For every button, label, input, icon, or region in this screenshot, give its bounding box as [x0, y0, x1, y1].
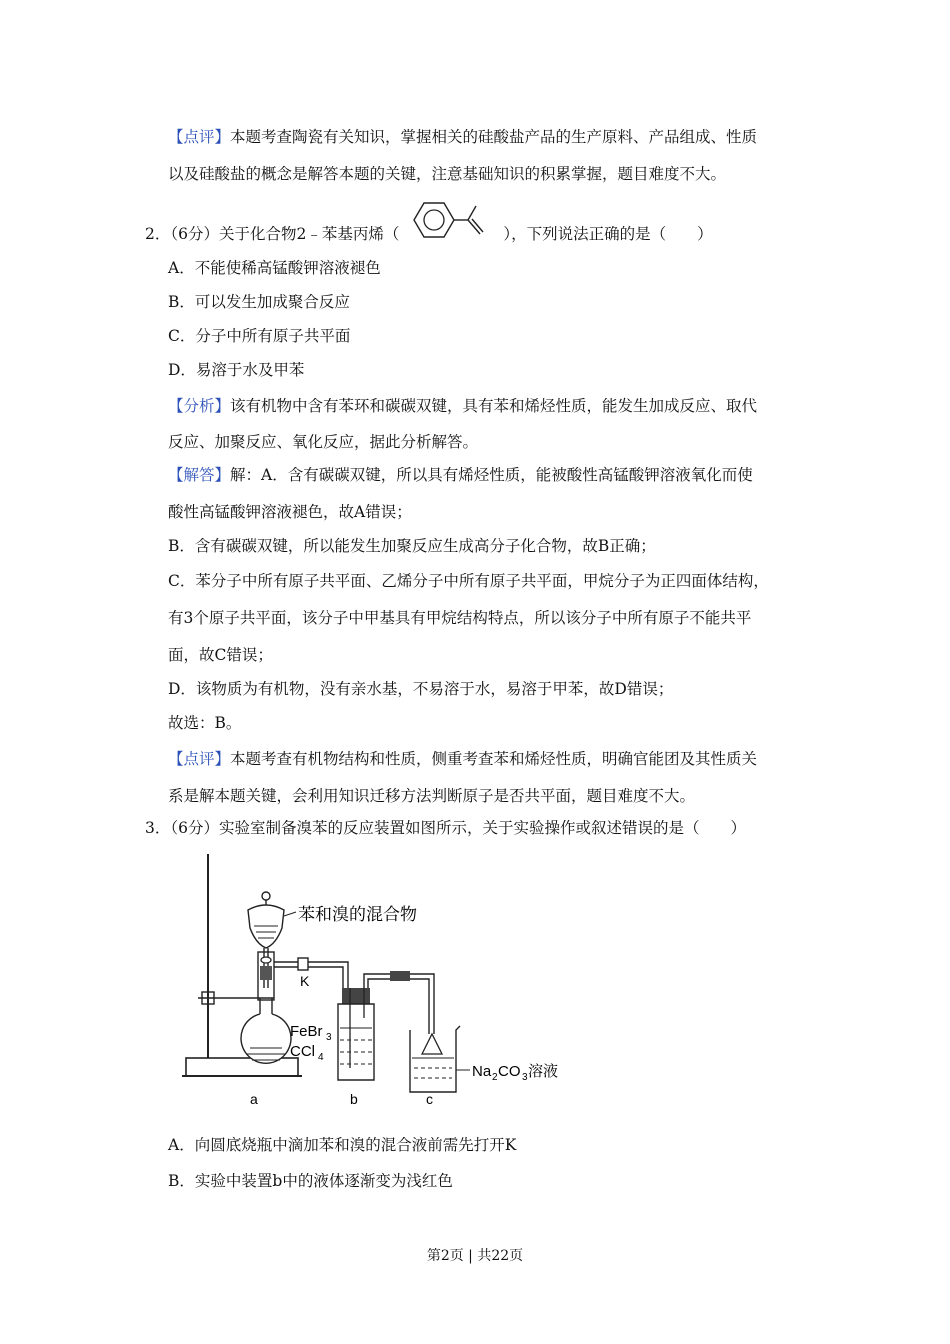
- question-2-option-a: A．不能使稀高锰酸钾溶液褪色: [168, 259, 381, 277]
- funnel-label: 苯和溴的混合物: [298, 905, 417, 924]
- analysis-text: 该有机物中含有苯环和碳碳双键，具有苯和烯烃性质，能发生加成反应、取代: [230, 397, 758, 415]
- question-3-option-b: B．实验中装置b中的液体逐渐变为浅红色: [168, 1172, 453, 1190]
- question-2-option-c: C．分子中所有原子共平面: [168, 327, 351, 345]
- comment-line-2: 以及硅酸盐的概念是解答本题的关键，注意基础知识的积累掌握，题目难度不大。: [168, 165, 727, 183]
- comment-tag: 【点评】: [168, 128, 231, 146]
- analysis-tag: 【分析】: [168, 397, 231, 415]
- answer-line-3: B．含有碳碳双键，所以能发生加聚反应生成高分子化合物，故B正确；: [168, 537, 656, 555]
- page-footer: 第2页 | 共22页: [426, 1248, 524, 1264]
- svg-text:溶液: 溶液: [528, 1063, 559, 1080]
- q2-comment-line-1: [168, 748, 757, 770]
- answer-line-4: C．苯分子中所有原子共平面、乙烯分子中所有原子共平面，甲烷分子为正四面体结构，: [168, 572, 769, 590]
- question-2-stem-before: 2．（6分）关于化合物2﹣苯基丙烯（: [145, 225, 400, 243]
- question-2-stem-after: ），下列说法正确的是（ ）: [503, 225, 713, 243]
- svg-text:CCl: CCl: [290, 1043, 315, 1060]
- svg-text:Na: Na: [472, 1063, 492, 1080]
- svg-text:FeBr: FeBr: [290, 1023, 323, 1040]
- round-bottom-flask-icon: [241, 998, 291, 1063]
- answer-line-8: 故选：B。: [168, 714, 242, 732]
- answer-line-6: 面，故C错误；: [168, 646, 273, 664]
- answer-line-1: [168, 464, 753, 486]
- svg-text:4: 4: [318, 1052, 324, 1063]
- phenylpropene-structure-icon: [402, 198, 502, 242]
- q2-comment-text: 本题考查有机物结构和性质，侧重考查苯和烯烃性质，明确官能团及其性质关: [230, 750, 758, 768]
- q2-comment-line-2: 系是解本题关键，会利用知识迁移方法判断原子是否共平面，题目难度不大。: [168, 787, 696, 805]
- label-a: a: [250, 1091, 258, 1107]
- beaker-c-icon: [410, 1026, 460, 1092]
- stand-base-icon: [186, 1058, 298, 1076]
- question-3-stem: 3．（6分）实验室制备溴苯的反应装置如图所示，关于实验操作或叙述错误的是（ ）: [145, 819, 746, 837]
- svg-text:CO: CO: [498, 1063, 521, 1080]
- answer-line-5: 有3个原子共平面，该分子中甲基具有甲烷结构特点，所以该分子中所有原子不能共平: [168, 609, 752, 627]
- question-3-option-a: A．向圆底烧瓶中滴加苯和溴的混合液前需先打开K: [168, 1136, 517, 1154]
- q2-comment-tag: 【点评】: [168, 750, 231, 768]
- svg-text:2: 2: [492, 1072, 498, 1083]
- apparatus-diagram: [178, 848, 578, 1110]
- label-b: b: [350, 1091, 358, 1107]
- svg-text:3: 3: [326, 1032, 332, 1043]
- svg-text:3: 3: [522, 1072, 528, 1083]
- analysis-line-2: 反应、加聚反应、氧化反应，据此分析解答。: [168, 433, 479, 451]
- question-2-option-b: B．可以发生加成聚合反应: [168, 293, 350, 311]
- label-k: K: [300, 973, 310, 989]
- comment-text: 本题考查陶瓷有关知识，掌握相关的硅酸盐产品的生产原料、产品组成、性质: [230, 128, 758, 146]
- answer-line-7: D．该物质为有机物，没有亲水基，不易溶于水，易溶于甲苯，故D错误；: [168, 680, 674, 698]
- answer-line-2: 酸性高锰酸钾溶液褪色，故A错误；: [168, 503, 412, 521]
- question-2-option-d: D．易溶于水及甲苯: [168, 361, 305, 379]
- comment-line-1: [168, 126, 757, 148]
- label-c: c: [426, 1091, 433, 1107]
- gas-bottle-b-icon: [338, 988, 374, 1080]
- answer-text: 解：A．含有碳碳双键，所以具有烯烃性质，能被酸性高锰酸钾溶液氧化而使: [230, 466, 753, 484]
- answer-tag: 【解答】: [168, 466, 231, 484]
- analysis-line-1: [168, 395, 757, 417]
